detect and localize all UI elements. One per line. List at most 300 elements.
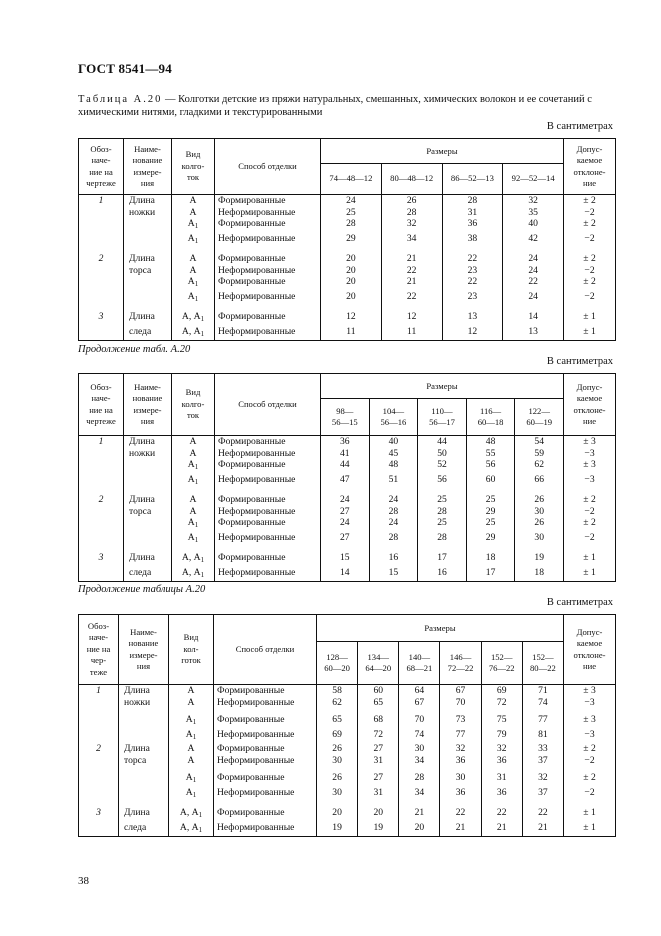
measurement-name-cell — [119, 729, 169, 744]
tights-type-cell — [169, 697, 214, 709]
header-tights-type — [172, 139, 215, 195]
table-row — [79, 567, 616, 582]
table-row — [79, 326, 616, 341]
table-row — [79, 474, 616, 489]
header-designation-line: теже — [89, 666, 108, 677]
finishing-method-cell: Формированные — [214, 772, 317, 787]
size-value-cell: 22 — [442, 276, 503, 291]
table-row — [79, 459, 616, 474]
size-value-cell: 14 — [321, 567, 370, 582]
table-row — [79, 265, 616, 277]
size-header-line: 128— — [326, 651, 348, 662]
finishing-method-cell: Формированные — [214, 743, 317, 755]
header-designation-line: чертеже — [86, 178, 116, 188]
size-value-cell: 65 — [317, 714, 358, 729]
size-header-line: 74—48—12 — [329, 173, 373, 184]
size-value-cell: 60 — [358, 685, 399, 697]
tights-type-subscript: 1 — [194, 294, 199, 303]
header-designation-line: чертеже — [86, 416, 116, 426]
tights-type-cell — [172, 459, 215, 474]
size-value-cell: 36 — [481, 787, 522, 802]
finishing-method-cell: Неформированные — [214, 729, 317, 744]
finishing-method-cell: Неформированные — [215, 207, 321, 219]
tolerance-cell: −3 — [564, 697, 616, 709]
tights-type-label: А, А — [179, 807, 199, 818]
tights-type-cell — [172, 218, 215, 233]
tolerance-cell: ± 1 — [564, 552, 616, 567]
tights-type-label: А — [189, 264, 197, 276]
size-value-cell: 74 — [522, 697, 563, 709]
measurement-name-cell — [124, 218, 172, 233]
table-row — [79, 552, 616, 567]
tights-type-label: А — [187, 754, 195, 766]
size-value-cell: 58 — [317, 685, 358, 697]
tolerance-cell: ± 1 — [564, 567, 616, 582]
header-designation-line: наче- — [91, 393, 111, 403]
tights-type-cell — [169, 787, 214, 802]
size-header — [515, 399, 564, 436]
finishing-method-cell: Неформированные — [215, 326, 321, 341]
header-tolerance-line: отклоне- — [573, 404, 606, 415]
size-value-cell: 36 — [321, 436, 370, 448]
tolerance-cell: ± 3 — [564, 459, 616, 474]
size-value-cell: 77 — [440, 729, 481, 744]
tights-type-label: А — [185, 728, 193, 740]
size-header-line: 60—18 — [477, 417, 504, 427]
tights-type-cell — [172, 265, 215, 277]
size-header-line: 116— — [479, 405, 502, 416]
size-value-cell: 81 — [522, 729, 563, 744]
size-value-cell: 16 — [369, 552, 418, 567]
size-value-cell: 40 — [369, 436, 418, 448]
tolerance-cell: −2 — [564, 265, 616, 277]
table-body — [79, 685, 616, 837]
finishing-method-cell: Формированные — [215, 436, 321, 448]
tights-type-cell — [172, 233, 215, 248]
size-value-cell: 24 — [503, 291, 564, 306]
header-row — [79, 374, 616, 399]
designation-cell — [79, 218, 124, 233]
header-designation — [79, 374, 124, 436]
size-value-cell: 12 — [321, 311, 382, 326]
measurement-name-cell — [119, 772, 169, 787]
header-finishing-method: Способ отделки — [215, 139, 321, 195]
tolerance-cell: ± 3 — [564, 714, 616, 729]
tights-type-label: А, А — [181, 311, 201, 322]
tights-type-subscript: 1 — [200, 570, 205, 579]
measurement-name-cell — [124, 291, 172, 306]
tights-type-label: А — [187, 276, 195, 287]
table-row — [79, 714, 616, 729]
size-value-cell: 22 — [522, 807, 563, 822]
tolerance-cell: ± 1 — [564, 326, 616, 341]
header-designation-line: наче- — [91, 155, 111, 165]
size-value-cell: 54 — [515, 436, 564, 448]
size-value-cell: 36 — [481, 755, 522, 767]
measurement-name-cell: Длина — [124, 253, 172, 265]
header-tolerance-line: ние — [583, 178, 597, 188]
tolerance-cell: −2 — [564, 207, 616, 219]
header-measurement — [119, 615, 169, 685]
tights-type-label: А, А — [181, 552, 201, 563]
tolerance-cell: ± 2 — [564, 772, 616, 787]
tolerance-cell: ± 2 — [564, 195, 616, 207]
header-tights-type-line: кол- — [183, 643, 199, 654]
size-value-cell: 44 — [321, 459, 370, 474]
size-header — [481, 642, 522, 685]
tights-type-cell — [172, 326, 215, 341]
table-row — [79, 233, 616, 248]
designation-cell — [79, 567, 124, 582]
designation-cell — [79, 233, 124, 248]
finishing-method-cell: Неформированные — [215, 291, 321, 306]
size-value-cell: 70 — [440, 697, 481, 709]
size-header-line: 98— — [336, 405, 354, 416]
size-value-cell: 29 — [466, 532, 515, 547]
size-header-line: 140— — [408, 651, 431, 662]
size-value-cell: 24 — [369, 517, 418, 532]
size-value-cell: 28 — [381, 207, 442, 219]
table-row — [79, 494, 616, 506]
table-head — [79, 374, 616, 436]
size-value-cell: 18 — [466, 552, 515, 567]
tights-type-subscript: 1 — [194, 222, 199, 230]
tolerance-cell: −2 — [564, 506, 616, 518]
size-value-cell: 28 — [399, 772, 440, 787]
size-value-cell: 36 — [442, 218, 503, 233]
measurement-name-cell: Длина — [124, 494, 172, 506]
tights-type-cell — [172, 436, 215, 448]
tights-type-label: А — [187, 743, 195, 754]
size-value-cell: 32 — [503, 195, 564, 207]
size-value-cell: 73 — [440, 714, 481, 729]
finishing-method-cell: Формированные — [215, 311, 321, 326]
tights-type-label: А — [187, 473, 195, 485]
measurement-name-cell — [124, 233, 172, 248]
size-value-cell: 75 — [481, 714, 522, 729]
tolerance-cell: −2 — [564, 532, 616, 547]
tights-type-label: А — [185, 772, 193, 783]
tights-type-label: А — [187, 685, 195, 696]
size-header-line: 68—21 — [406, 663, 433, 673]
finishing-method-cell: Формированные — [215, 253, 321, 265]
header-measurement-line: измере- — [133, 404, 162, 415]
tights-type-cell — [172, 532, 215, 547]
header-tights-type — [172, 374, 215, 436]
size-value-cell: 65 — [358, 697, 399, 709]
size-value-cell: 68 — [358, 714, 399, 729]
size-value-cell: 15 — [321, 552, 370, 567]
table-row — [79, 448, 616, 460]
table-row — [79, 729, 616, 744]
measurement-name-cell: ножки — [124, 207, 172, 219]
header-tights-type-line: Вид — [185, 149, 201, 160]
designation-cell: 1 — [79, 685, 119, 697]
size-value-cell: 24 — [503, 253, 564, 265]
header-measurement-line: измере- — [129, 649, 158, 660]
size-header — [440, 642, 481, 685]
tights-type-label: А, А — [181, 325, 201, 337]
size-value-cell: 21 — [381, 276, 442, 291]
size-value-cell: 27 — [321, 506, 370, 518]
size-value-cell: 37 — [522, 755, 563, 767]
tights-type-cell — [172, 253, 215, 265]
tights-type-cell — [172, 448, 215, 460]
finishing-method-cell: Неформированные — [214, 787, 317, 802]
table-head — [79, 139, 616, 195]
table-row — [79, 517, 616, 532]
measurement-name-cell: ножки — [124, 448, 172, 460]
designation-cell — [79, 326, 124, 341]
header-sizes: Размеры — [321, 374, 564, 399]
tights-type-cell — [169, 729, 214, 744]
measurement-name-cell: Длина — [124, 552, 172, 567]
tights-type-cell — [172, 474, 215, 489]
designation-cell — [79, 448, 124, 460]
header-tolerance-line: каемое — [576, 155, 603, 165]
size-value-cell: 34 — [399, 787, 440, 802]
finishing-method-cell: Неформированные — [214, 822, 317, 837]
tights-type-label: А — [189, 436, 197, 447]
finishing-method-cell: Неформированные — [215, 532, 321, 547]
tights-type-cell — [172, 506, 215, 518]
size-value-cell: 21 — [381, 253, 442, 265]
measurement-name-cell — [124, 474, 172, 489]
size-value-cell: 22 — [481, 807, 522, 822]
measurement-name-cell: следа — [119, 822, 169, 837]
size-value-cell: 20 — [399, 822, 440, 837]
size-header-line: 86—52—13 — [450, 173, 494, 184]
size-header-line: 64—20 — [365, 663, 392, 673]
header-tolerance-line: Допус- — [576, 626, 603, 637]
tolerance-cell: −2 — [564, 755, 616, 767]
table-row — [79, 697, 616, 709]
size-value-cell: 69 — [317, 729, 358, 744]
header-tolerance-line: Допус- — [576, 143, 603, 154]
size-header-line: 72—22 — [447, 663, 474, 673]
size-value-cell: 26 — [317, 772, 358, 787]
tights-type-subscript: 1 — [194, 477, 199, 486]
designation-cell — [79, 532, 124, 547]
size-value-cell: 20 — [321, 265, 382, 277]
designation-cell: 3 — [79, 552, 124, 567]
measurement-name-cell: Длина — [124, 311, 172, 326]
size-value-cell: 18 — [515, 567, 564, 582]
size-value-cell: 31 — [442, 207, 503, 219]
finishing-method-cell: Неформированные — [215, 474, 321, 489]
designation-cell: 2 — [79, 743, 119, 755]
designation-cell — [79, 755, 119, 767]
designation-cell — [79, 459, 124, 474]
header-tolerance-line: отклоне- — [573, 649, 606, 660]
header-measurement-line: Наиме- — [134, 381, 161, 392]
size-value-cell: 30 — [399, 743, 440, 755]
size-value-cell: 26 — [515, 517, 564, 532]
header-row — [79, 615, 616, 642]
designation-cell — [79, 517, 124, 532]
size-value-cell: 22 — [440, 807, 481, 822]
size-value-cell: 22 — [381, 265, 442, 277]
size-value-cell: 11 — [321, 326, 382, 341]
size-value-cell: 26 — [515, 494, 564, 506]
finishing-method-cell: Формированные — [214, 807, 317, 822]
size-header — [369, 399, 418, 436]
tights-type-subscript: 1 — [194, 521, 199, 529]
size-value-cell: 21 — [522, 822, 563, 837]
size-value-cell: 15 — [369, 567, 418, 582]
tights-type-subscript: 1 — [192, 718, 197, 726]
finishing-method-cell: Неформированные — [215, 506, 321, 518]
table-row — [79, 291, 616, 306]
size-value-cell: 47 — [321, 474, 370, 489]
size-header-line: 146— — [449, 651, 472, 662]
size-value-cell: 35 — [503, 207, 564, 219]
size-value-cell: 36 — [440, 787, 481, 802]
measurement-name-cell: Длина — [119, 743, 169, 755]
tights-type-cell — [172, 207, 215, 219]
size-value-cell: 30 — [515, 532, 564, 547]
finishing-method-cell: Формированные — [215, 276, 321, 291]
table-row — [79, 685, 616, 697]
designation-cell — [79, 506, 124, 518]
tights-type-cell — [172, 291, 215, 306]
size-value-cell: 20 — [358, 807, 399, 822]
size-value-cell: 25 — [466, 517, 515, 532]
tights-type-subscript: 1 — [198, 825, 203, 834]
table-row — [79, 195, 616, 207]
header-designation-line: чер- — [90, 655, 107, 666]
tolerance-cell: ± 3 — [564, 436, 616, 448]
size-value-cell: 23 — [442, 291, 503, 306]
measurement-name-cell — [119, 714, 169, 729]
measurement-name-cell: Длина — [124, 195, 172, 207]
size-value-cell: 27 — [321, 532, 370, 547]
tolerance-cell: −2 — [564, 291, 616, 306]
size-value-cell: 12 — [442, 326, 503, 341]
tights-type-cell — [169, 743, 214, 755]
size-header-line: 134— — [367, 651, 389, 662]
size-value-cell: 20 — [321, 253, 382, 265]
designation-cell — [79, 787, 119, 802]
table-row — [79, 207, 616, 219]
measurement-name-cell: следа — [124, 326, 172, 341]
table-row — [79, 253, 616, 265]
finishing-method-cell: Неформированные — [215, 233, 321, 248]
header-designation — [79, 139, 124, 195]
tights-type-subscript: 1 — [200, 556, 205, 564]
tights-type-subscript: 1 — [194, 280, 199, 288]
header-measurement — [124, 374, 172, 436]
tolerance-cell: ± 2 — [564, 218, 616, 233]
tights-type-label: А — [187, 232, 195, 244]
size-value-cell: 24 — [321, 494, 370, 506]
size-value-cell: 40 — [503, 218, 564, 233]
header-tolerance-line: ние — [583, 661, 597, 671]
tights-type-cell — [172, 195, 215, 207]
size-header-line: 110— — [431, 405, 453, 416]
tolerance-cell: ± 2 — [564, 743, 616, 755]
size-value-cell: 59 — [515, 448, 564, 460]
finishing-method-cell: Неформированные — [215, 265, 321, 277]
size-header — [466, 399, 515, 436]
size-value-cell: 29 — [466, 506, 515, 518]
size-header-line: 80—22 — [530, 663, 556, 673]
measurement-name-cell — [124, 276, 172, 291]
finishing-method-cell: Формированные — [214, 685, 317, 697]
header-measurement — [124, 139, 172, 195]
tights-type-label: А — [187, 531, 195, 543]
measurement-name-cell: Длина — [119, 685, 169, 697]
header-measurement-line: измере- — [133, 166, 162, 177]
header-measurement-line: ния — [136, 661, 151, 671]
finishing-method-cell: Формированные — [215, 218, 321, 233]
measurement-name-cell — [124, 459, 172, 474]
size-value-cell: 24 — [503, 265, 564, 277]
size-value-cell: 24 — [369, 494, 418, 506]
size-header — [321, 164, 382, 195]
size-value-cell: 27 — [358, 743, 399, 755]
size-value-cell: 25 — [418, 517, 467, 532]
tights-type-label: А — [189, 253, 197, 264]
designation-cell: 3 — [79, 807, 119, 822]
size-header-line: 56—15 — [331, 417, 358, 427]
tights-type-cell — [172, 276, 215, 291]
size-value-cell: 38 — [442, 233, 503, 248]
size-value-cell: 30 — [515, 506, 564, 518]
size-value-cell: 56 — [466, 459, 515, 474]
size-value-cell: 11 — [381, 326, 442, 341]
size-value-cell: 19 — [358, 822, 399, 837]
header-designation-line: наче- — [88, 632, 109, 643]
tolerance-cell: ± 1 — [564, 311, 616, 326]
size-value-cell: 17 — [466, 567, 515, 582]
size-value-cell: 70 — [399, 714, 440, 729]
tolerance-cell: ± 2 — [564, 276, 616, 291]
size-value-cell: 31 — [358, 755, 399, 767]
size-header-line: 152— — [532, 651, 554, 662]
measurement-name-cell: Длина — [119, 807, 169, 822]
size-value-cell: 55 — [466, 448, 515, 460]
table-row — [79, 755, 616, 767]
header-designation-line: Обоз- — [90, 143, 112, 154]
tolerance-cell: ± 1 — [564, 807, 616, 822]
size-header — [442, 164, 503, 195]
header-tolerance — [564, 139, 616, 195]
tights-type-cell — [169, 772, 214, 787]
header-measurement-line: нование — [132, 155, 163, 165]
tolerance-cell: −3 — [564, 729, 616, 744]
size-value-cell: 36 — [440, 755, 481, 767]
size-value-cell: 71 — [522, 685, 563, 697]
continuation-caption: Продолжение табл. А.20 — [78, 344, 191, 355]
tights-type-cell — [169, 714, 214, 729]
size-value-cell: 31 — [358, 787, 399, 802]
finishing-method-cell: Формированные — [215, 494, 321, 506]
measurement-name-cell: ножки — [119, 697, 169, 709]
header-designation-line: Обоз- — [87, 620, 110, 631]
measurement-name-cell: торса — [119, 755, 169, 767]
units-note: В сантиметрах — [546, 121, 613, 132]
header-measurement-line: нование — [128, 638, 159, 648]
tolerance-cell: −2 — [564, 233, 616, 248]
finishing-method-cell: Формированные — [215, 195, 321, 207]
measurement-name-cell: следа — [124, 567, 172, 582]
tights-type-subscript: 1 — [192, 732, 197, 741]
tights-type-label: А — [189, 206, 197, 218]
size-value-cell: 26 — [317, 743, 358, 755]
size-value-cell: 60 — [466, 474, 515, 489]
header-sizes: Размеры — [317, 615, 564, 642]
